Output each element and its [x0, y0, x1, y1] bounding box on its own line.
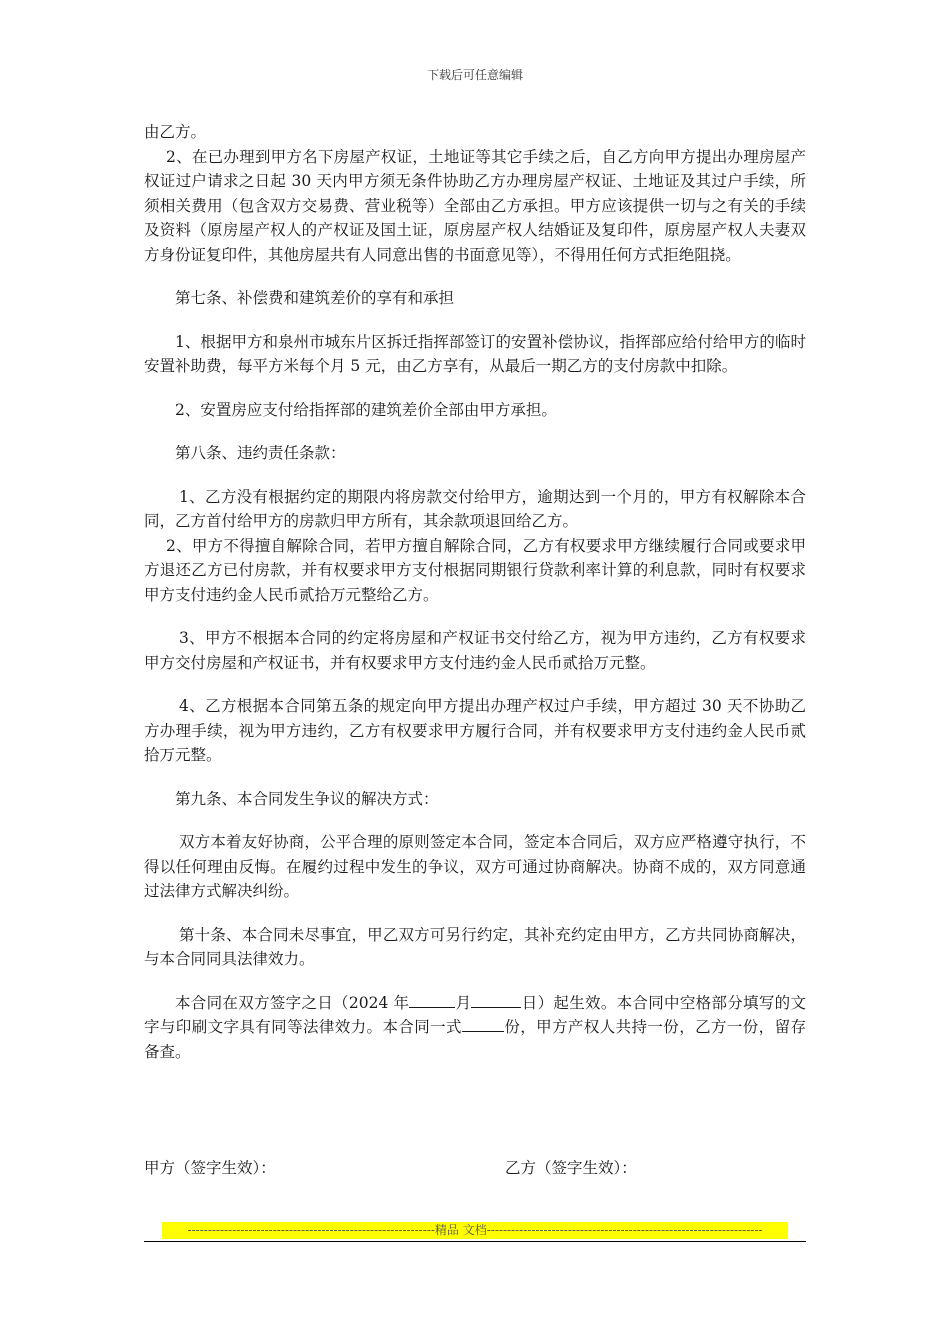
paragraph-continuation: 由乙方。 [144, 123, 207, 141]
clause-8-1: 1、乙方没有根据约定的期限内将房款交付给甲方，逾期达到一个月的，甲方有权解除本合同，乙方首付给甲方的房款归甲方所有，其余款项退回给乙方。 [144, 487, 806, 530]
footer-rule [144, 1241, 806, 1242]
footer-label: 精品 文档 [434, 1223, 487, 1237]
clause-7-1: 1、根据甲方和泉州市城东片区拆迁指挥部签订的安置补偿协议，指挥部应给付给甲方的临时安置补助费，每平方米每个月 5 元，由乙方享有，从最后一期乙方的支付房款中扣除。 [144, 332, 806, 375]
day-blank[interactable] [471, 993, 521, 1008]
clause-8-2: 2、甲方不得擅自解除合同，若甲方擅自解除合同，乙方有权要求甲方继续履行合同或要求甲方退还乙方已付房款，并有权要求甲方支付根据同期银行贷款利率计算的利息款，同时有权要求甲方支付违约金人民币贰拾万元整给乙方。 [144, 536, 806, 604]
footer-dashes-right: -------------------------------------------------------------------- [486, 1223, 763, 1237]
party-b-signature-label: 乙方（签字生效）： [505, 1159, 637, 1177]
page-header: 下载后可任意编辑 [426, 68, 523, 82]
clause-8-3: 3、甲方不根据本合同的约定将房屋和产权证书交付给乙方，视为甲方违约，乙方有权要求甲方交付房屋和产权证书，并有权要求甲方支付违约金人民币贰拾万元整。 [144, 629, 806, 672]
copies-blank[interactable] [462, 1017, 504, 1032]
clause-6-2: 2、在已办理到甲方名下房屋产权证，土地证等其它手续之后，自乙方向甲方提出办理房屋产权证过户请求之日起 30 天内甲方须无条件协助乙方办理房屋产权证、土地证及其过户手续，所须相关费用（包含双方交易费、营业税等）全部由乙方承担。甲方应该提供一切与之有关的手续及资料（原房屋产权人的产权证及国土证，原房屋产权人结婚证及复印件，原房屋产权人夫妻双方身份证复印件，其他房屋共有人同意出售的书面意见等），不得用任何方式拒绝阻挠。 [144, 147, 806, 264]
article-10: 第十条、本合同未尽事宜，甲乙双方可另行约定，其补充约定由甲方，乙方共同协商解决，与本合同同具法律效力。 [144, 925, 806, 968]
contract-body [144, 120, 806, 1064]
clause-7-2: 2、安置房应支付给指挥部的建筑差价全部由甲方承担。 [175, 400, 557, 419]
month-blank[interactable] [409, 993, 455, 1008]
effective-text-4: 份，甲方产权人共持一份，乙方一份，留存备查。 [144, 1018, 806, 1061]
party-a-signature-label: 甲方（签字生效）： [144, 1159, 276, 1177]
article-9-title: 第九条、本合同发生争议的解决方式： [175, 789, 439, 808]
effective-text-2: 月 [455, 993, 472, 1012]
effective-text-1: 本合同在双方签字之日（2024 年 [175, 993, 410, 1012]
article-8-title: 第八条、违约责任条款： [175, 444, 346, 462]
signature-row [144, 1156, 806, 1180]
footer-dashes-left: ------------------------------------------------------------- [187, 1223, 435, 1237]
clause-8-4: 4、乙方根据本合同第五条的规定向甲方提出办理产权过户手续，甲方超过 30 天不协助乙方办理手续，视为甲方违约，乙方有权要求甲方履行合同，并有权要求甲方支付违约金人民币贰拾万元整。 [144, 697, 806, 764]
effective-text-3: 日）起生效。本合同中空格部分填写的文字与印刷文字具有同等法律效力。本合同一式 [144, 993, 806, 1036]
article-7-title: 第七条、补偿费和建筑差价的享有和承担 [175, 289, 455, 307]
page-footer [162, 1222, 788, 1239]
effective-clause [144, 991, 806, 1065]
article-9-body: 双方本着友好协商，公平合理的原则签定本合同，签定本合同后，双方应严格遵守执行，不得以任何理由反悔。在履约过程中发生的争议，双方可通过协商解决。协商不成的，双方同意通过法律方式解决纠纷。 [144, 833, 806, 900]
